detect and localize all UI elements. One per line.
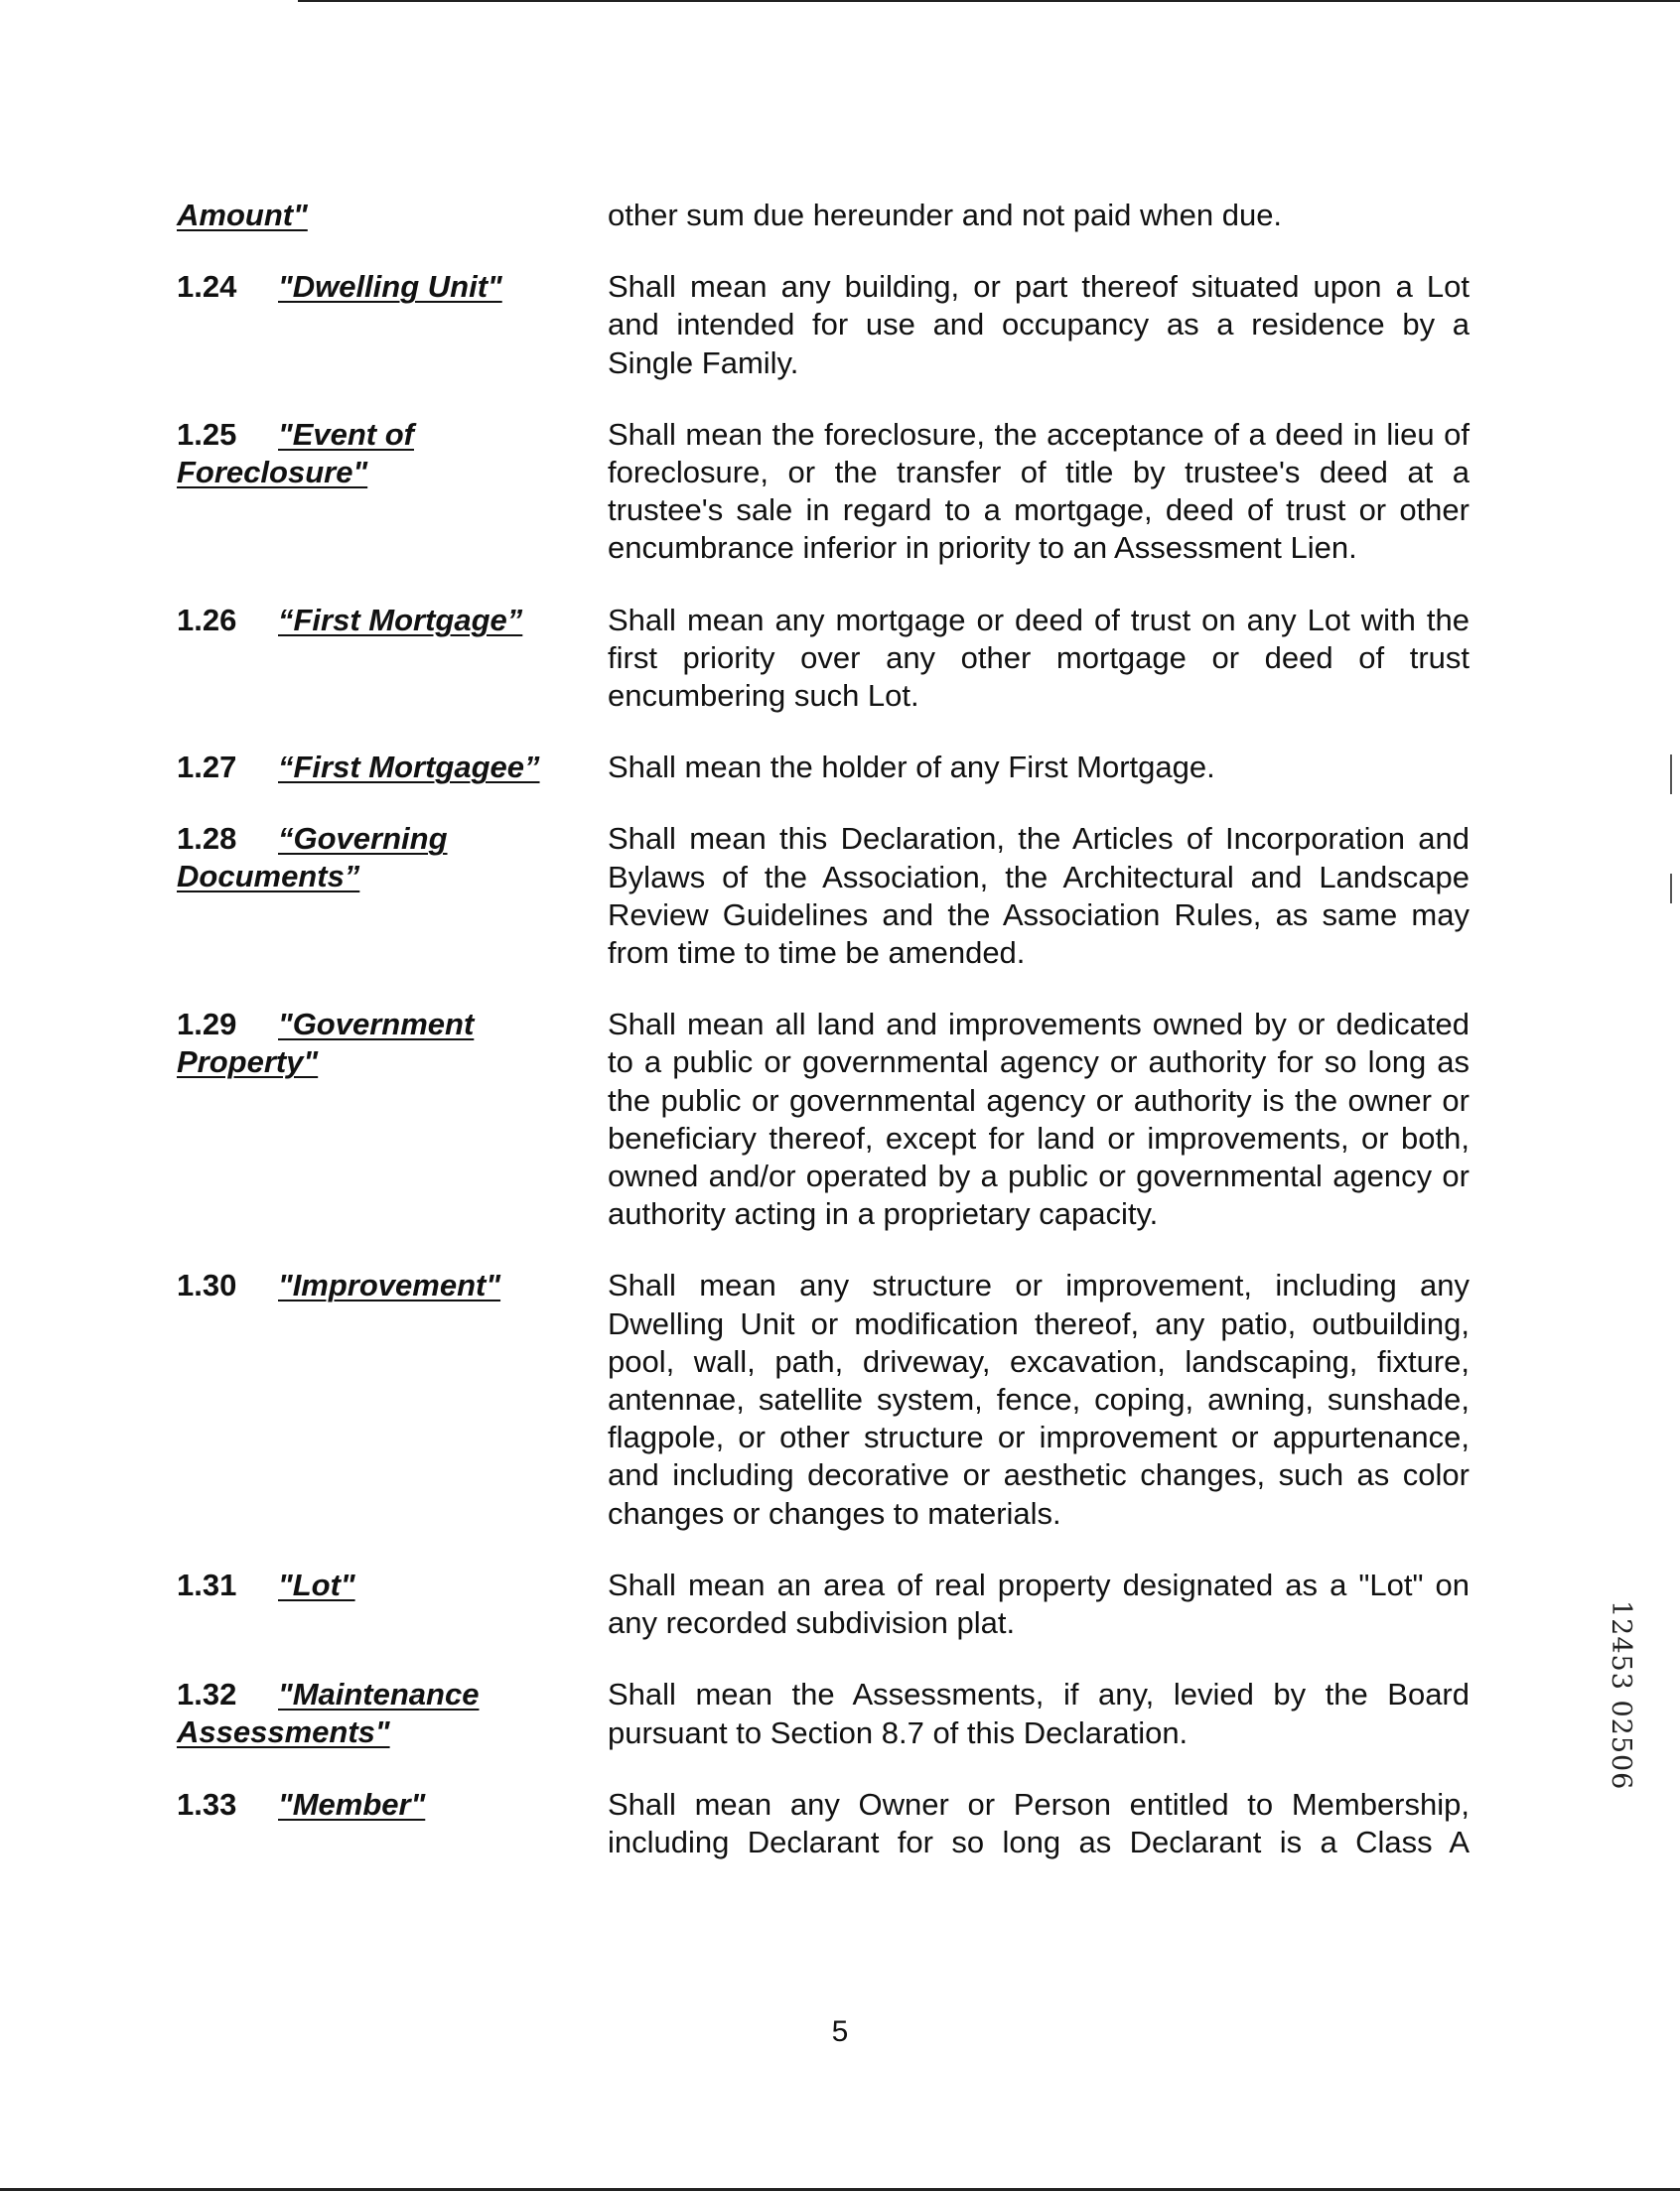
term-name: "Maintenance Assessments" [177, 1677, 480, 1750]
definition-text: Shall mean all land and improvements owned by or dedicated to a public or governmental agency or authority for so long as the public or governmental agency or authority is the owner or beneficiary thereof, except for land or improvements, or both, owned and/or operated by a public or governmental agency or authority acting in a proprietary capacity. [608, 1007, 1470, 1232]
term-heading [177, 820, 504, 895]
definition-entry [177, 268, 1470, 382]
definition-entry [177, 1567, 1470, 1642]
term-name: "Government Property" [177, 1007, 475, 1080]
term-heading [177, 1786, 606, 1824]
term-heading [177, 1676, 524, 1751]
definition-entry [177, 820, 1470, 972]
term-name: “First Mortgage” [278, 602, 523, 637]
section-number: 1.24 [177, 269, 237, 305]
definition-entry [177, 749, 1470, 786]
term-heading [177, 749, 606, 786]
term-heading [177, 1567, 606, 1604]
definition-text: Shall mean any mortgage or deed of trust on any Lot with the first priority over any other mortgage or deed of trust encumbering such Lot. [608, 602, 1470, 714]
definition-text: Shall mean the foreclosure, the acceptance of a deed in lieu of foreclosure, or the transfer of title by trustee's deed at a trustee's sale in regard to a mortgage, deed of trust or other encumbrance inferior in priority to an Assessment Lien. [608, 416, 1470, 566]
section-number: 1.25 [177, 416, 237, 452]
section-number: 1.29 [177, 1007, 237, 1042]
definition-entry [177, 197, 1470, 234]
definition-entry [177, 1786, 1470, 1861]
term-heading [177, 416, 475, 491]
scan-edge-top [298, 0, 1680, 2]
term-name: “First Mortgagee” [278, 750, 540, 785]
section-number: 1.30 [177, 1268, 237, 1303]
recording-stamp: 12453 02506 [1606, 1600, 1636, 1791]
definition-text: Shall mean the holder of any First Mortgage. [608, 750, 1215, 785]
definition-entry [177, 602, 1470, 716]
term-heading [177, 197, 606, 234]
section-number: 1.26 [177, 602, 237, 637]
term-heading [177, 1267, 606, 1304]
definition-entry [177, 1006, 1470, 1233]
definition-text: Shall mean the Assessments, if any, levied by the Board pursuant to Section 8.7 of this Declaration. [608, 1677, 1470, 1750]
term-name: "Event of Foreclosure" [177, 416, 414, 489]
page-number: 5 [831, 2015, 849, 2048]
scan-edge-bottom [0, 2188, 1680, 2191]
term-name: “Governing Documents” [177, 821, 448, 894]
term-name: Amount" [177, 198, 308, 232]
definition-text: Shall mean any building, or part thereof situated upon a Lot and intended for use and occupancy as a residence by a Single Family. [608, 269, 1470, 380]
definition-text: Shall mean an area of real property designated as a "Lot" on any recorded subdivision plat. [608, 1567, 1470, 1641]
definition-text: Shall mean any Owner or Person entitled to Membership, including Declarant for so long as Declarant is a Class A [608, 1786, 1470, 1859]
term-heading [177, 1006, 514, 1081]
definitions-list [177, 197, 1470, 1895]
term-name: "Lot" [278, 1567, 355, 1602]
term-name: "Dwelling Unit" [278, 269, 502, 305]
scan-edge-mark [1670, 874, 1672, 903]
definition-text: other sum due hereunder and not paid when due. [608, 198, 1283, 232]
definition-entry [177, 1267, 1470, 1532]
term-heading [177, 602, 606, 639]
section-number: 1.31 [177, 1567, 237, 1602]
definition-entry [177, 416, 1470, 568]
definition-text: Shall mean any structure or improvement, including any Dwelling Unit or modification thereof, any patio, outbuilding, pool, wall, path, driveway, excavation, landscaping, fixture, antennae, satellite system, fence, coping, awning, sunshade, flagpole, or other structure or improvement or appurtenance, and including decorative or aesthetic changes, such as color changes or changes to materials. [608, 1268, 1470, 1531]
term-name: "Improvement" [278, 1268, 501, 1303]
section-number: 1.32 [177, 1677, 237, 1712]
section-number: 1.27 [177, 750, 237, 785]
definition-entry [177, 1676, 1470, 1751]
scan-edge-mark [1670, 754, 1672, 794]
term-heading [177, 268, 606, 306]
definition-text: Shall mean this Declaration, the Articles of Incorporation and Bylaws of the Association, the Architectural and Landscape Review Guidelines and the Association Rules, as same may from time to time be amended. [608, 821, 1470, 971]
section-number: 1.33 [177, 1786, 237, 1822]
term-name: "Member" [278, 1786, 426, 1822]
section-number: 1.28 [177, 821, 237, 857]
